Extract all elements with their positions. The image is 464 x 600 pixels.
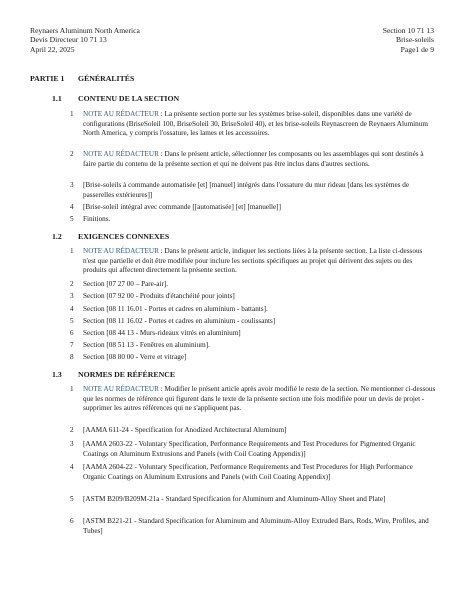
item-text: : Modifier le présent article après avoir modifié le reste de la section. Ne mentionner ci-dessous que les normes de référence qui figurent dans le texte de la présente section une fois modifiée pour un devis de projet - supprimer les autres références qui ne s'appliquent pas. xyxy=(83,385,436,412)
item-number: 5 xyxy=(70,215,74,223)
editor-note-label: NOTE AU RÉDACTEUR xyxy=(83,110,159,118)
item-text: [Brise-soleils à commande automatisée [et] [manuel] intégrés dans l'ossature du mur rideau [dans les systèmes de passerelles extérieures]] xyxy=(83,181,410,199)
item-number: 2 xyxy=(70,280,74,288)
section-title: CONTENU DE LA SECTION xyxy=(78,94,180,103)
item-text: Section [08 11 16.02 - Portes et cadres en aluminium - coulissants] xyxy=(83,317,276,325)
header-date: April 22, 2025 xyxy=(30,44,75,54)
header-right xyxy=(383,26,434,54)
item-number: 6 xyxy=(70,517,74,525)
item-number: 1 xyxy=(70,247,74,255)
editor-note-label: NOTE AU RÉDACTEUR xyxy=(83,385,159,393)
item-text: [AAMA 611-24 - Specification for Anodized Architectural Aluminum] xyxy=(83,426,287,434)
item-text: [ASTM B221-21 - Standard Specification for Aluminum and Aluminum-Alloy Extruded Bars, Rods, Wire, Profiles, and Tubes] xyxy=(83,517,429,535)
item-text: [Brise-soleil intégral avec commande [[automatisée] [et] [manuelle]] xyxy=(83,203,281,211)
item-number: 5 xyxy=(70,317,74,325)
section-title: EXIGENCES CONNEXES xyxy=(78,232,170,241)
item-number: 1 xyxy=(70,385,74,393)
section-number: 1.2 xyxy=(52,232,62,241)
item-number: 4 xyxy=(70,203,74,211)
item-text: Finitions. xyxy=(83,215,111,223)
editor-note-label: NOTE AU RÉDACTEUR xyxy=(83,150,159,158)
item-text: Section [08 11 16.01 - Portes et cadres en aluminium - battants]. xyxy=(83,305,268,313)
item-text: Section [08 80 00 - Verre et vitrage] xyxy=(83,353,187,361)
item-number: 2 xyxy=(70,426,74,434)
item-number: 5 xyxy=(70,495,74,503)
section-heading xyxy=(52,370,175,379)
item-text: [ASTM B209/B209M-21a - Standard Specification for Aluminum and Aluminum-Alloy Sheet and Plate] xyxy=(83,495,386,503)
item-text: Section [08 51 13 - Fenêtres en aluminium]. xyxy=(83,341,210,349)
header-doc: Devis Directeur 10 71 13 xyxy=(30,35,107,45)
header-subject: Brise-soleils xyxy=(396,35,434,45)
header-company: Reynaers Aluminum North America xyxy=(30,26,140,35)
header-section: Section 10 71 13 xyxy=(382,26,434,35)
section-heading xyxy=(52,232,169,241)
item-text: Section [07 92 00 - Produits d'étanchéité pour joints] xyxy=(83,292,235,300)
item-text: [AAMA 2603-22 - Voluntary Specification, Performance Requirements and Test Procedures for Pigmented Organic Coatings on Aluminum Extrusions and Panels (with Coil Coating Appendix)] xyxy=(83,440,416,458)
editor-note-label: NOTE AU RÉDACTEUR xyxy=(83,247,159,255)
item-number: 6 xyxy=(70,329,74,337)
header-page: Page1 de 9 xyxy=(400,44,434,54)
section-number: 1.1 xyxy=(52,94,62,103)
item-text: : Dans le présent article, sélectionner les composants ou les assemblages qui sont destinés à faire partie du contenu de la présente section et qui ne doivent pas être inclus dans d'autres sections. xyxy=(83,150,424,168)
part-number: PARTIE 1 xyxy=(30,74,65,83)
item-text: : Dans le présent article, indiquer les sections liées à la présente section. La liste ci-dessous n'est que partielle et doit être modifiée pour inclure les sections spécifiques au projet qui dérivent des sujets ou des produits qui affectent directement la présente section. xyxy=(83,247,423,274)
item-number: 4 xyxy=(70,463,74,471)
part-title: GÉNÉRALITÉS xyxy=(78,74,135,83)
section-title: NORMES DE RÉFÉRENCE xyxy=(78,370,176,379)
item-text: Section [08 44 13 - Murs-rideaux vitrés en aluminium] xyxy=(83,329,241,337)
item-number: 1 xyxy=(70,110,74,118)
item-number: 7 xyxy=(70,341,74,349)
item-number: 3 xyxy=(70,181,74,189)
item-number: 8 xyxy=(70,353,74,361)
item-text: Section [07 27 00 – Pare-air]. xyxy=(83,280,169,288)
item-number: 2 xyxy=(70,150,74,158)
item-number: 3 xyxy=(70,440,74,448)
item-number: 4 xyxy=(70,305,74,313)
section-number: 1.3 xyxy=(52,370,62,379)
item-text: [AAMA 2604-22 - Voluntary Specification, Performance Requirements and Test Procedures for High Performance Organic Coatings on Aluminum Extrusions and Panels (with Coil Coating Appendix)] xyxy=(83,463,413,481)
header-left xyxy=(30,26,140,54)
section-heading xyxy=(52,94,179,103)
item-number: 3 xyxy=(70,292,74,300)
item-text: : La présente section porte sur les systèmes brise-soleil, disponibles dans une variété de configurations (BriseSoleil 100, BriseSoleil 30, BriseSoleil 40), et les brise-soleils Reynascreen de Reynaers Aluminum North America, y compris l'ossature, les lames et les accessoires. xyxy=(83,110,428,137)
part-heading xyxy=(30,74,134,83)
